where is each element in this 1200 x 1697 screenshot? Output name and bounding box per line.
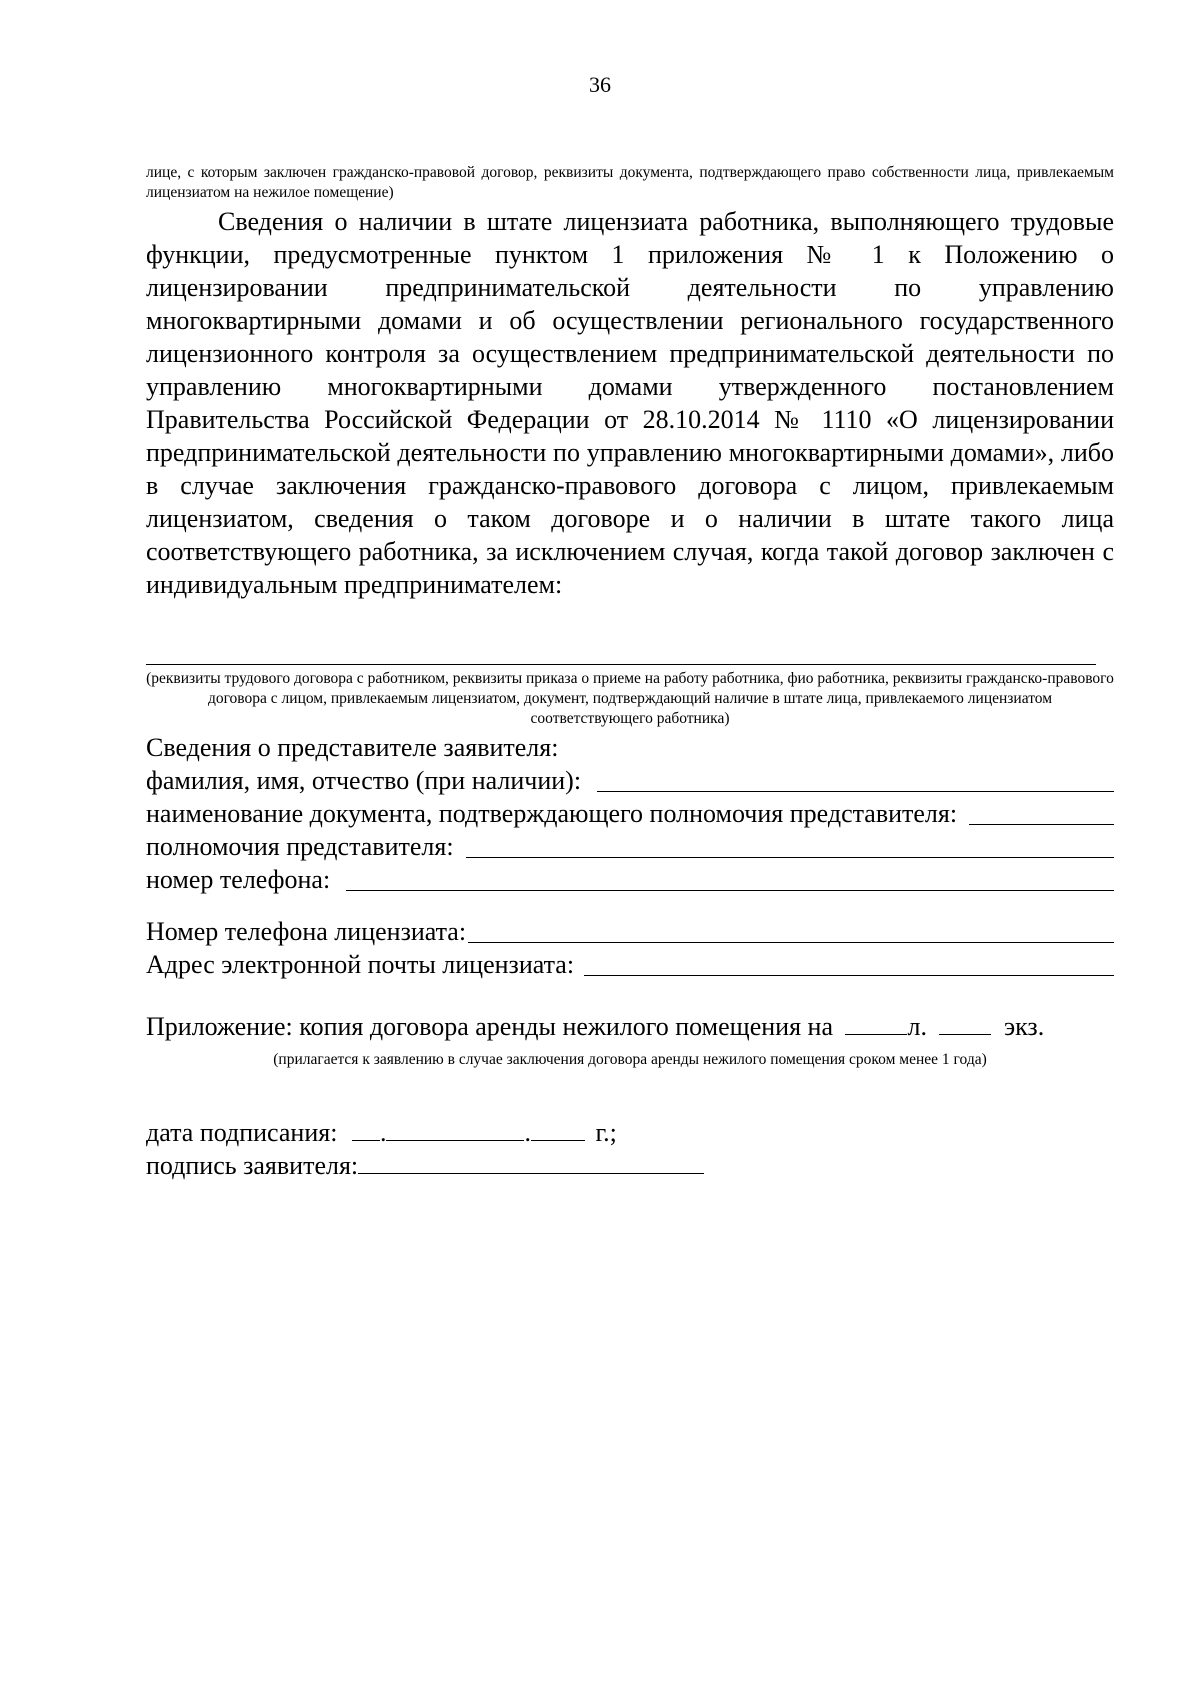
representative-powers-field[interactable] [466, 857, 1114, 858]
licensee-phone-row [146, 916, 1114, 948]
attachment-label: Приложение: копия договора аренды нежилого помещения на [146, 1012, 833, 1041]
staff-info-blank-line[interactable] [146, 664, 1096, 665]
representative-phone-field[interactable] [346, 890, 1114, 891]
licensee-email-row [146, 949, 1114, 981]
representative-name-label: фамилия, имя, отчество (при наличии): [146, 766, 582, 795]
date-separator-2: . [524, 1118, 531, 1147]
date-separator-1: . [379, 1118, 387, 1147]
signing-date-label: дата подписания: [146, 1118, 338, 1147]
signing-day-field[interactable] [352, 1120, 380, 1141]
note-property-rights: лице, с которым заключен гражданско-правовой договор, реквизиты документа, подтверждающего право собственности лица, привлекаемым лицензиатом на нежилое помещение) [146, 164, 1114, 201]
licensee-phone-field[interactable] [468, 942, 1114, 943]
signing-month-field[interactable] [386, 1120, 524, 1141]
representative-phone-label: номер телефона: [146, 865, 331, 894]
representative-phone-row [146, 864, 1114, 896]
licensee-phone-label: Номер телефона лицензиата: [146, 917, 467, 946]
page-number: 36 [589, 72, 611, 97]
licensee-email-label: Адрес электронной почты лицензиата: [146, 950, 575, 979]
attachment-sheets-unit: л. [907, 1012, 927, 1041]
representative-powers-label: полномочия представителя: [146, 832, 454, 861]
signature-label: подпись заявителя: [146, 1151, 359, 1180]
attachment-row [146, 1011, 1114, 1043]
signing-year-field[interactable] [531, 1120, 585, 1141]
attachment-note: (прилагается к заявлению в случае заключения договора аренды нежилого помещения сроком менее 1 года) [273, 1051, 987, 1068]
representative-name-row [146, 765, 1114, 797]
signature-row [146, 1150, 1114, 1182]
signing-date-row [146, 1117, 1114, 1149]
note-requisites: (реквизиты трудового договора с работником, реквизиты приказа о приеме на работу работника, фио работника, реквизиты гражданско-правового договора с лицом, привлекаемым лицензиатом, документ, подтверждающий наличие в штате лица, привлекаемого лицензиатом соответствующего работника) [146, 670, 1114, 727]
representative-document-label: наименование документа, подтверждающего полномочия представителя: [146, 799, 958, 828]
staff-info-paragraph: Сведения о наличии в штате лицензиата работника, выполняющего трудовые функции, предусмотренные пунктом 1 приложения № 1 к Положению о лицензировании предпринимательской деятельности по управлению многоквартирными домами и об осуществлении регионального государственного лицензионного контроля за осуществлением предпринимательской деятельности по управлению многоквартирными домами утвержденного постановлением Правительства Российской Федерации от 28.10.2014 № 1110 «О лицензировании предпринимательской деятельности по управлению многоквартирными домами», либо в случае заключения гражданско-правового договора с лицом, привлекаемым лицензиатом, сведения о таком договоре и о наличии в штате такого лица соответствующего работника, за исключением случая, когда такой договор заключен с индивидуальным предпринимателем: [146, 207, 1114, 599]
attachment-copies-unit: экз. [1003, 1012, 1045, 1041]
attachment-sheets-field[interactable] [845, 1014, 907, 1035]
licensee-email-field[interactable] [584, 975, 1114, 976]
attachment-copies-field[interactable] [939, 1014, 991, 1035]
representative-powers-row [146, 831, 1114, 863]
representative-heading: Сведения о представителе заявителя: [146, 733, 559, 762]
year-suffix: г.; [595, 1118, 617, 1147]
representative-name-field[interactable] [597, 791, 1114, 792]
signature-field[interactable] [358, 1153, 704, 1174]
representative-document-field[interactable] [969, 824, 1114, 825]
representative-document-row [146, 798, 1114, 830]
